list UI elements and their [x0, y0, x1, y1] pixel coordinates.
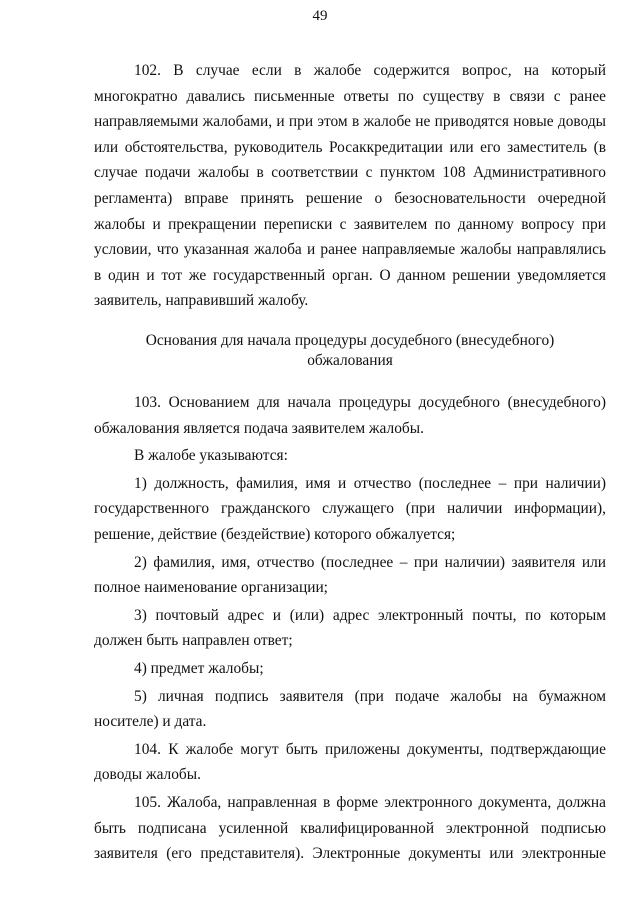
paragraph-105: 105. Жалоба, направленная в форме электронного документа, должна быть подписана усиленной квалифицированной электронной подписью заявителя (его представителя). Электронные документы или электронные	[94, 793, 606, 863]
complaint-list-item: 1) должность, фамилия, имя и отчество (последнее – при наличии) государственного гражданского служащего (при наличии информации), решение, действие (бездействие) которого обжалуется;	[94, 474, 606, 543]
complaint-list-item: 5) личная подпись заявителя (при подаче жалобы на бумажном носителе) и дата.	[94, 687, 606, 731]
paragraph-102: 102. В случае если в жалобе содержится вопрос, на который многократно давались письменные ответы по существу в связи с ранее направляемыми жалобами, и при этом в жалобе не приводятся новые доводы или обстоятельства, руководитель Росаккредитации или его заместитель (в случае подачи жалобы в соответствии с пунктом 108 Административного регламента) вправе принять решение о безосновательности очередной жалобы и прекращении переписки с заявителем по данному вопросу при условии, что указанная жалоба и ранее направляемые жалобы направлялись в один и тот же государственный орган. О данном решении уведомляется заявитель, направивший жалобу.	[94, 62, 606, 310]
complaint-list-item: 2) фамилия, имя, отчество (последнее – при наличии) заявителя или полное наименование организации;	[94, 553, 606, 597]
complaint-section-block	[94, 390, 606, 867]
paragraph-104: 104. К жалобе могут быть приложены документы, подтверждающие доводы жалобы.	[94, 740, 606, 784]
complaint-list-item: 3) почтовый адрес и (или) адрес электронный почты, по которым должен быть направлен ответ;	[94, 606, 606, 650]
section-heading	[130, 331, 570, 371]
section-heading-line-1: Основания для начала процедуры досудебного (внесудебного)	[145, 332, 555, 349]
page-number: 49	[312, 8, 328, 24]
paragraph-103: 103. Основанием для начала процедуры досудебного (внесудебного) обжалования является подача заявителем жалобы.	[94, 394, 606, 437]
complaint-list-item: 4) предмет жалобы;	[134, 659, 264, 677]
complaint-list-intro: В жалобе указываются:	[134, 447, 288, 465]
section-heading-line-2: обжалования	[307, 352, 393, 369]
paragraph-102-block	[94, 58, 606, 314]
